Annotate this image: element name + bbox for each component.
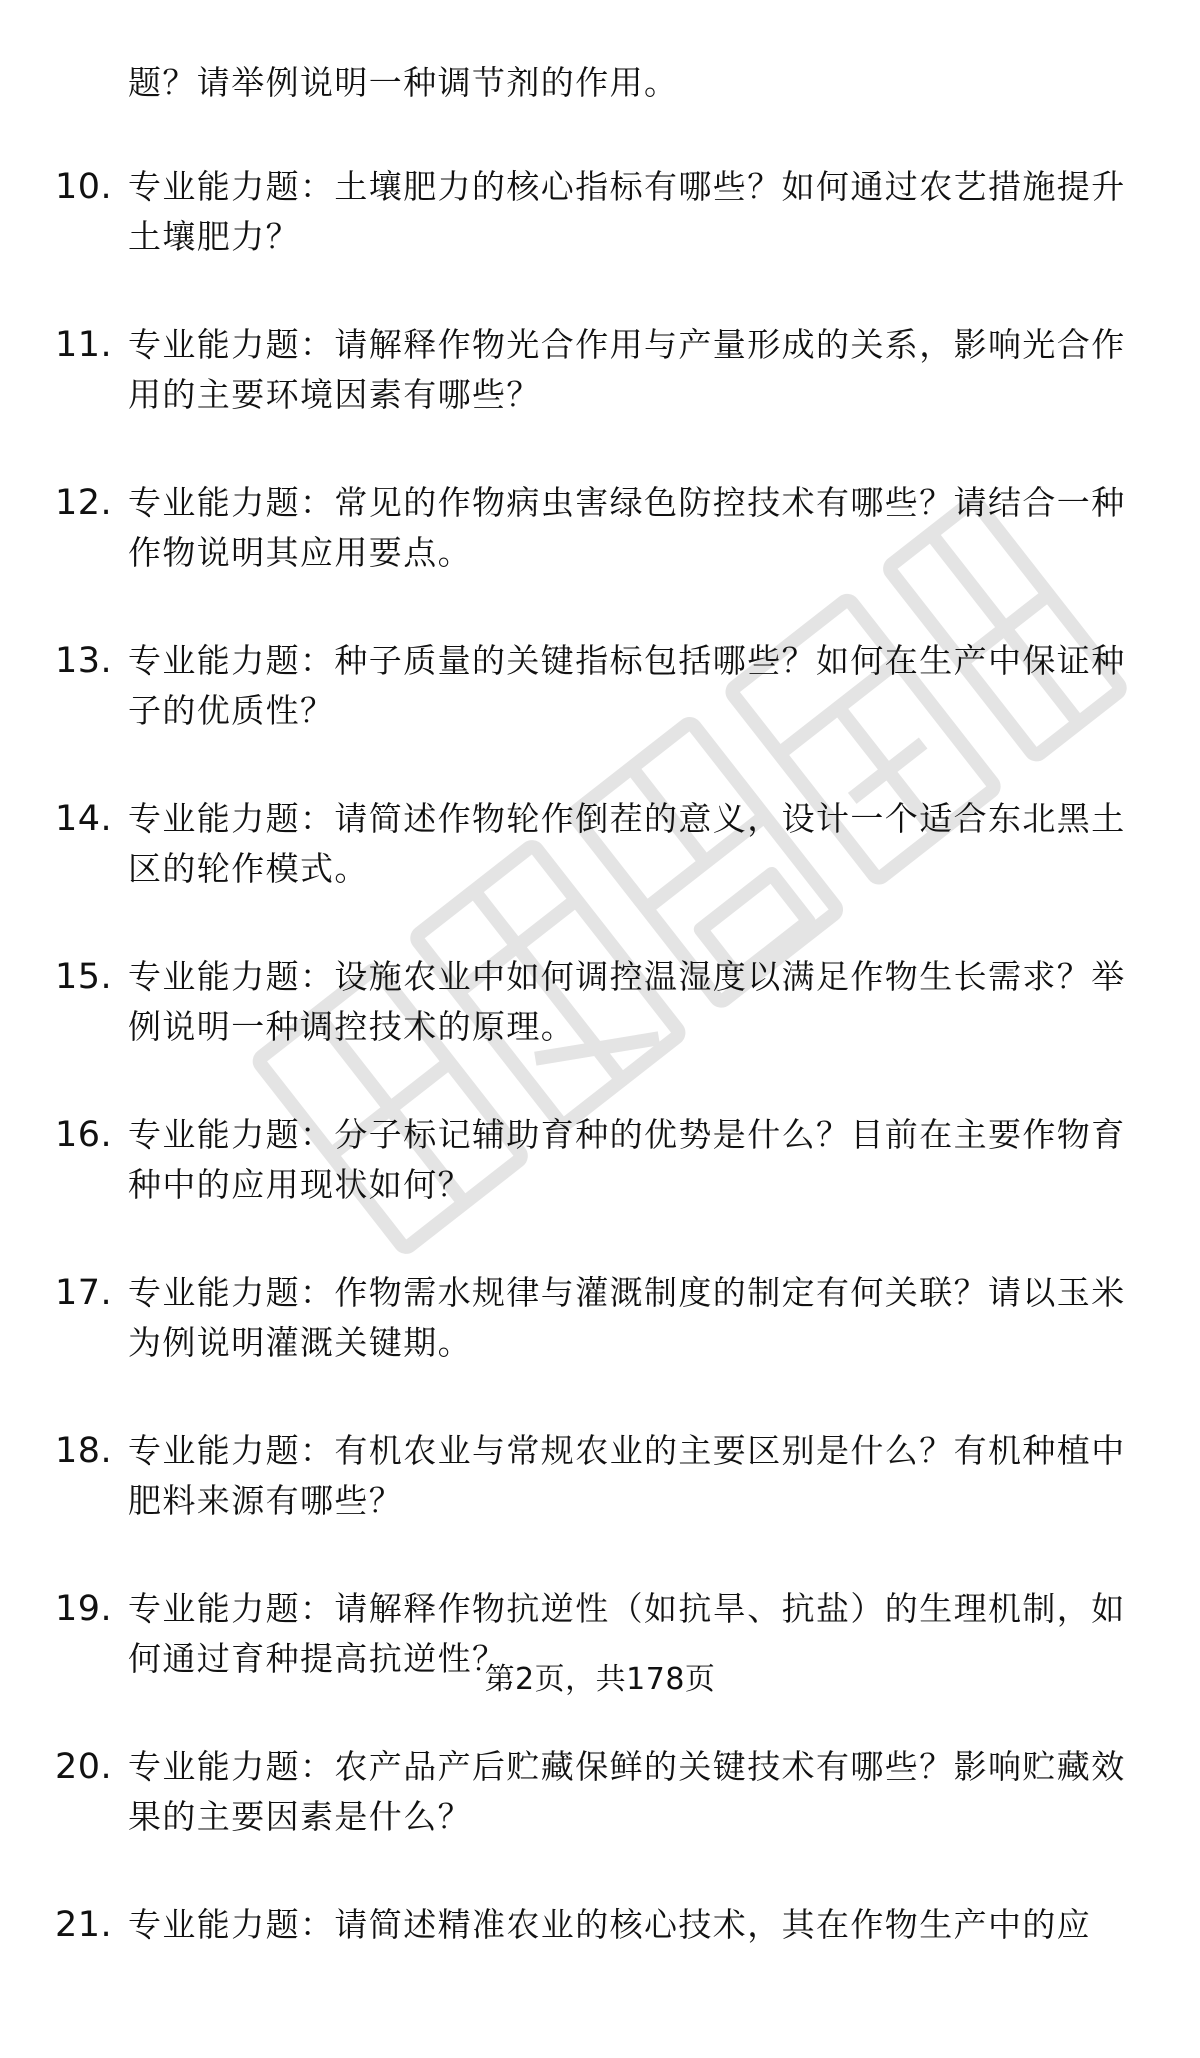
item-number: 19. (55, 1589, 113, 1629)
item-number: 18. (55, 1431, 113, 1471)
list-item (0, 794, 1200, 894)
item-text: 专业能力题：种子质量的关键指标包括哪些？如何在生产中保证种子的优质性？ (128, 641, 1126, 730)
question-list (0, 58, 1200, 2058)
item-number: 10. (55, 167, 113, 207)
list-item (0, 1110, 1200, 1210)
list-item (0, 478, 1200, 578)
item-text: 专业能力题：土壤肥力的核心指标有哪些？如何通过农艺措施提升土壤肥力？ (128, 167, 1126, 256)
item-text: 专业能力题：农产品产后贮藏保鲜的关键技术有哪些？影响贮藏效果的主要因素是什么？ (128, 1747, 1126, 1836)
item-number: 16. (55, 1115, 113, 1155)
item-number: 15. (55, 957, 113, 997)
page-footer (0, 1660, 1200, 1700)
item-text: 专业能力题：作物需水规律与灌溉制度的制定有何关联？请以玉米为例说明灌溉关键期。 (128, 1273, 1126, 1362)
item-number: 21. (55, 1905, 113, 1945)
item-number: 12. (55, 483, 113, 523)
item-text: 专业能力题：设施农业中如何调控温湿度以满足作物生长需求？举例说明一种调控技术的原理。 (128, 957, 1126, 1046)
item-text: 专业能力题：请简述作物轮作倒茬的意义，设计一个适合东北黑土区的轮作模式。 (128, 799, 1126, 888)
continuation-text: 题？请举例说明一种调节剂的作用。 (128, 63, 679, 102)
item-text: 专业能力题：有机农业与常规农业的主要区别是什么？有机种植中肥料来源有哪些？ (128, 1431, 1126, 1520)
item-number: 11. (55, 325, 113, 365)
item-number: 13. (55, 641, 113, 681)
list-item (0, 162, 1200, 262)
item-text: 专业能力题：请简述精准农业的核心技术，其在作物生产中的应 (128, 1905, 1092, 1944)
item-number: 17. (55, 1273, 113, 1313)
item-number: 14. (55, 799, 113, 839)
item-text: 专业能力题：常见的作物病虫害绿色防控技术有哪些？请结合一种作物说明其应用要点。 (128, 483, 1126, 572)
list-item (0, 1426, 1200, 1526)
item-text: 专业能力题：请解释作物光合作用与产量形成的关系，影响光合作用的主要环境因素有哪些？ (128, 325, 1126, 414)
item-text: 专业能力题：分子标记辅助育种的优势是什么？目前在主要作物育种中的应用现状如何？ (128, 1115, 1126, 1204)
list-item (0, 320, 1200, 420)
item-text: 专业能力题：请解释作物抗逆性（如抗旱、抗盐）的生理机制，如何通过育种提高抗逆性？ (128, 1589, 1126, 1678)
list-item (0, 1268, 1200, 1368)
page-number-label: 第2页，共178页 (484, 1662, 716, 1697)
list-item (0, 1900, 1200, 2000)
list-item-continuation (0, 58, 1200, 108)
item-number: 20. (55, 1747, 113, 1787)
list-item (0, 952, 1200, 1052)
list-item (0, 1742, 1200, 1842)
list-item (0, 636, 1200, 736)
